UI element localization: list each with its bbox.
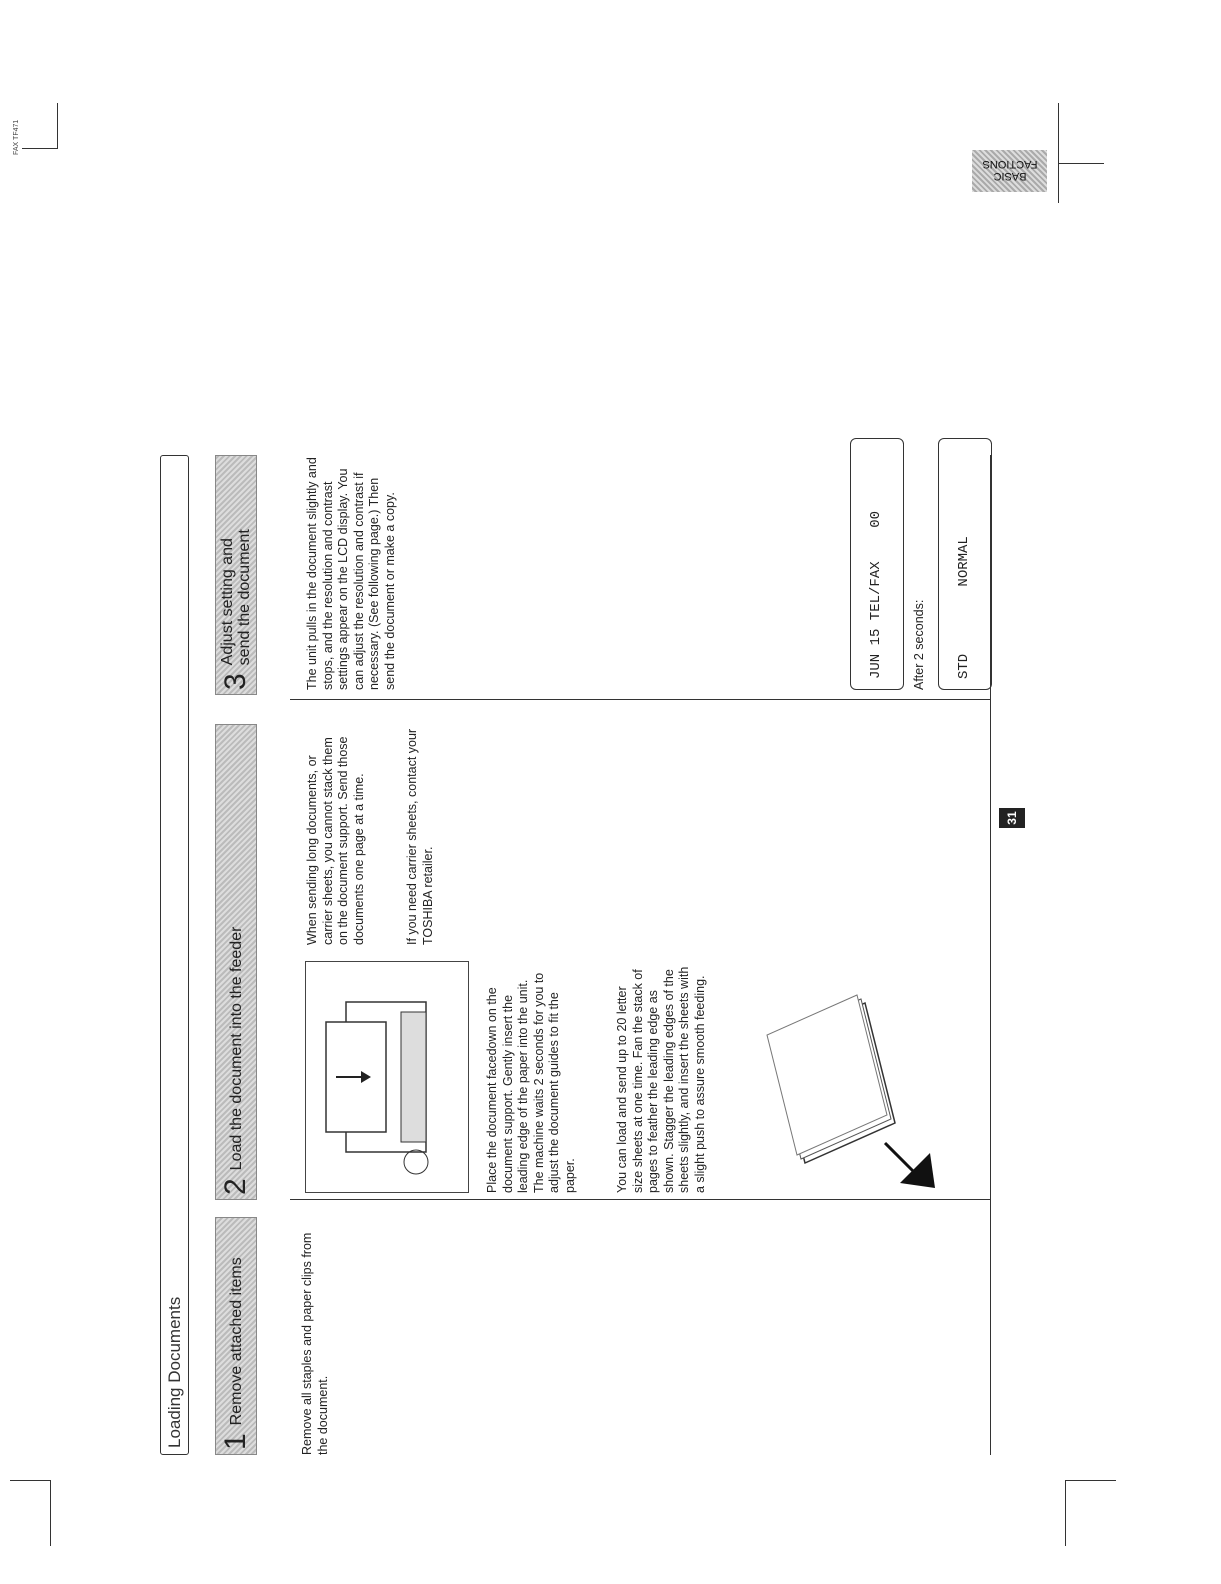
divider-2 bbox=[290, 699, 990, 700]
step-3-label bbox=[219, 529, 253, 665]
divider-1 bbox=[290, 1199, 990, 1200]
step-2-header bbox=[215, 724, 257, 1200]
step-1-label: Remove attached items bbox=[227, 1257, 245, 1426]
crop-mark-top-left bbox=[22, 103, 58, 149]
lcd-display-1: JUN 15 TEL/FAX 00 bbox=[850, 438, 904, 690]
section-title: Loading Documents bbox=[160, 455, 189, 1455]
step-2-number: 2 bbox=[219, 1178, 252, 1195]
page-number: 31 bbox=[999, 808, 1025, 828]
step-3-number: 3 bbox=[219, 673, 252, 690]
step-3-header bbox=[215, 455, 257, 695]
step-2-label: Load the document into the feeder bbox=[227, 926, 245, 1171]
step-1-text: Remove all staples and paper clips from the document. bbox=[300, 1232, 330, 1455]
step-3-text: The unit pulls in the document slightly and stops, and the resolution and contrast settings appear on the LCD display. You can adjust the resolution and contrast if necessary. (See following page.) Then send the document or make a copy. bbox=[305, 457, 397, 690]
margin-code: FAX TF471 bbox=[13, 119, 20, 155]
crop-mark-bottom-left bbox=[10, 1480, 51, 1546]
step-1-number: 1 bbox=[219, 1433, 252, 1450]
step-2-text-b: You can load and send up to 20 letter size sheets at one time. Fan the stack of pages to feather the leading edge as shown. Stagger the leading edges of the sheets slightly, and insert the sheets with a slight push to assure smooth feeding. bbox=[615, 966, 707, 1193]
page-content bbox=[160, 455, 1010, 1455]
step-2-text-d: If you need carrier sheets, contact your TOSHIBA retailer. bbox=[405, 728, 435, 945]
crop-mark-top-right bbox=[1058, 103, 1104, 164]
step-3-label-line1: Adjust setting and bbox=[219, 538, 236, 666]
step-2-text-a: Place the document facedown on the document support. Gently insert the leading edge of the paper into the unit. The machine waits 2 seconds for you to adjust the document guides to fit the paper. bbox=[485, 972, 577, 1193]
fax-machine-illustration bbox=[305, 961, 469, 1193]
fax-machine-icon bbox=[306, 962, 468, 1192]
paper-stack-illustration bbox=[755, 961, 940, 1193]
step-2-text-c: When sending long documents, or carrier sheets, you cannot stack them on the document support. Send those documents one page at a time. bbox=[305, 736, 366, 945]
paper-stack-icon bbox=[755, 961, 940, 1193]
arrow-icon bbox=[900, 1153, 935, 1188]
step-1-header bbox=[215, 1217, 257, 1455]
bottom-rule bbox=[990, 455, 991, 1455]
crop-mark-bottom-right bbox=[1065, 1480, 1116, 1546]
after-label: After 2 seconds: bbox=[912, 599, 926, 690]
lcd-display-2: STD NORMAL bbox=[938, 438, 992, 690]
step-3-label-line2: send the document bbox=[236, 529, 253, 666]
side-tab-label: BASIC FACTIONS bbox=[982, 158, 1038, 182]
